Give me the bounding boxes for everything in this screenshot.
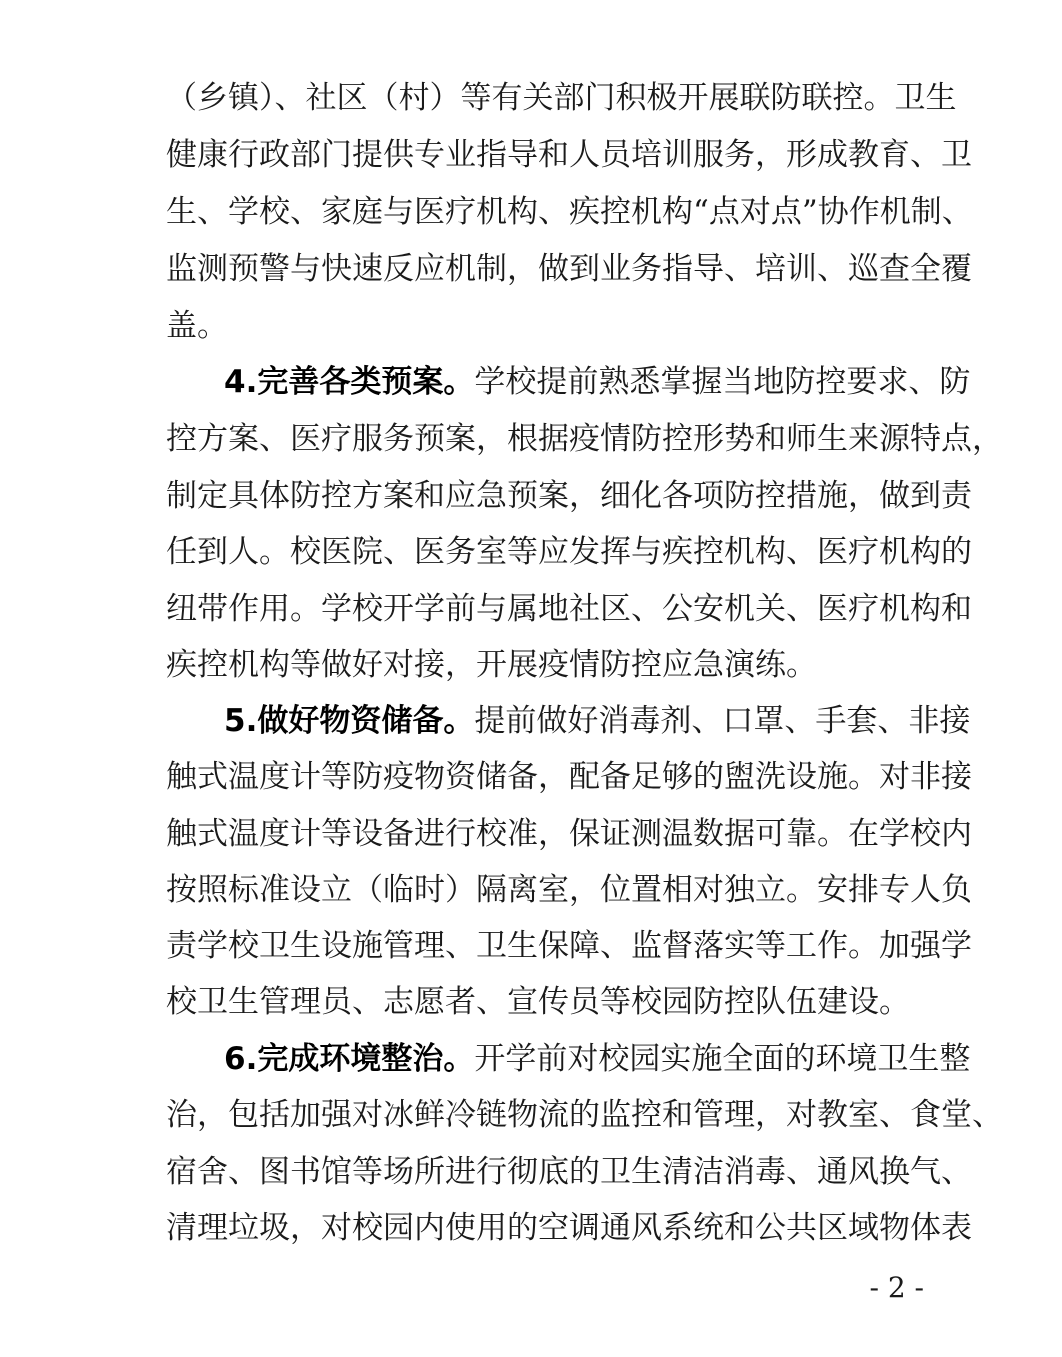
body-text-line: 清理垃圾，对校园内使用的空调通风系统和公共区域物体表 <box>166 1210 972 1246</box>
body-text-line: 按照标准设立（临时）隔离室，位置相对独立。安排专人负 <box>166 872 972 908</box>
section-5-first-line <box>224 693 971 749</box>
section-5-heading: 5.做好物资储备。 <box>224 703 475 739</box>
body-text-line: 治，包括加强对冰鲜冷链物流的监控和管理，对教室、食堂、 <box>166 1097 1003 1133</box>
body-text-line: 纽带作用。学校开学前与属地社区、公安机关、医疗机构和 <box>166 591 972 627</box>
body-text-line: 健康行政部门提供专业指导和人员培训服务，形成教育、卫 <box>166 137 972 173</box>
body-text-span: 开学前对校园实施全面的环境卫生整 <box>474 1041 971 1077</box>
section-6-heading: 6.完成环境整治。 <box>224 1041 475 1077</box>
body-text-line: 触式温度计等设备进行校准，保证测温数据可靠。在学校内 <box>166 816 972 852</box>
body-text-line: 校卫生管理员、志愿者、宣传员等校园防控队伍建设。 <box>166 984 910 1020</box>
section-6-first-line <box>224 1031 971 1087</box>
body-text-line: 责学校卫生设施管理、卫生保障、监督落实等工作。加强学 <box>166 928 972 964</box>
body-text-line: 疾控机构等做好对接，开展疫情防控应急演练。 <box>166 647 817 683</box>
body-text-line: （乡镇）、社区（村）等有关部门积极开展联防联控。卫生 <box>166 80 957 116</box>
body-text-line: 盖。 <box>166 308 228 344</box>
body-text-line: 宿舍、图书馆等场所进行彻底的卫生清洁消毒、通风换气、 <box>166 1154 972 1190</box>
body-text-line: 制定具体防控方案和应急预案，细化各项防控措施，做到责 <box>166 478 972 514</box>
body-text-line: 控方案、医疗服务预案，根据疫情防控形势和师生来源特点， <box>166 421 1003 457</box>
body-text-line: 监测预警与快速反应机制，做到业务指导、培训、巡查全覆 <box>166 251 972 287</box>
body-text-span: 学校提前熟悉掌握当地防控要求、防 <box>474 364 971 400</box>
page-number: - 2 - <box>869 1271 924 1304</box>
body-text-line: 生、学校、家庭与医疗机构、疾控机构“点对点”协作机制、 <box>166 194 973 230</box>
section-4-heading: 4.完善各类预案。 <box>224 364 475 400</box>
body-text-line: 触式温度计等防疫物资储备，配备足够的盥洗设施。对非接 <box>166 759 972 795</box>
body-text-span: 提前做好消毒剂、口罩、手套、非接 <box>474 703 971 739</box>
body-text-line: 任到人。校医院、医务室等应发挥与疾控机构、医疗机构的 <box>166 534 972 570</box>
section-4-first-line <box>224 354 971 410</box>
